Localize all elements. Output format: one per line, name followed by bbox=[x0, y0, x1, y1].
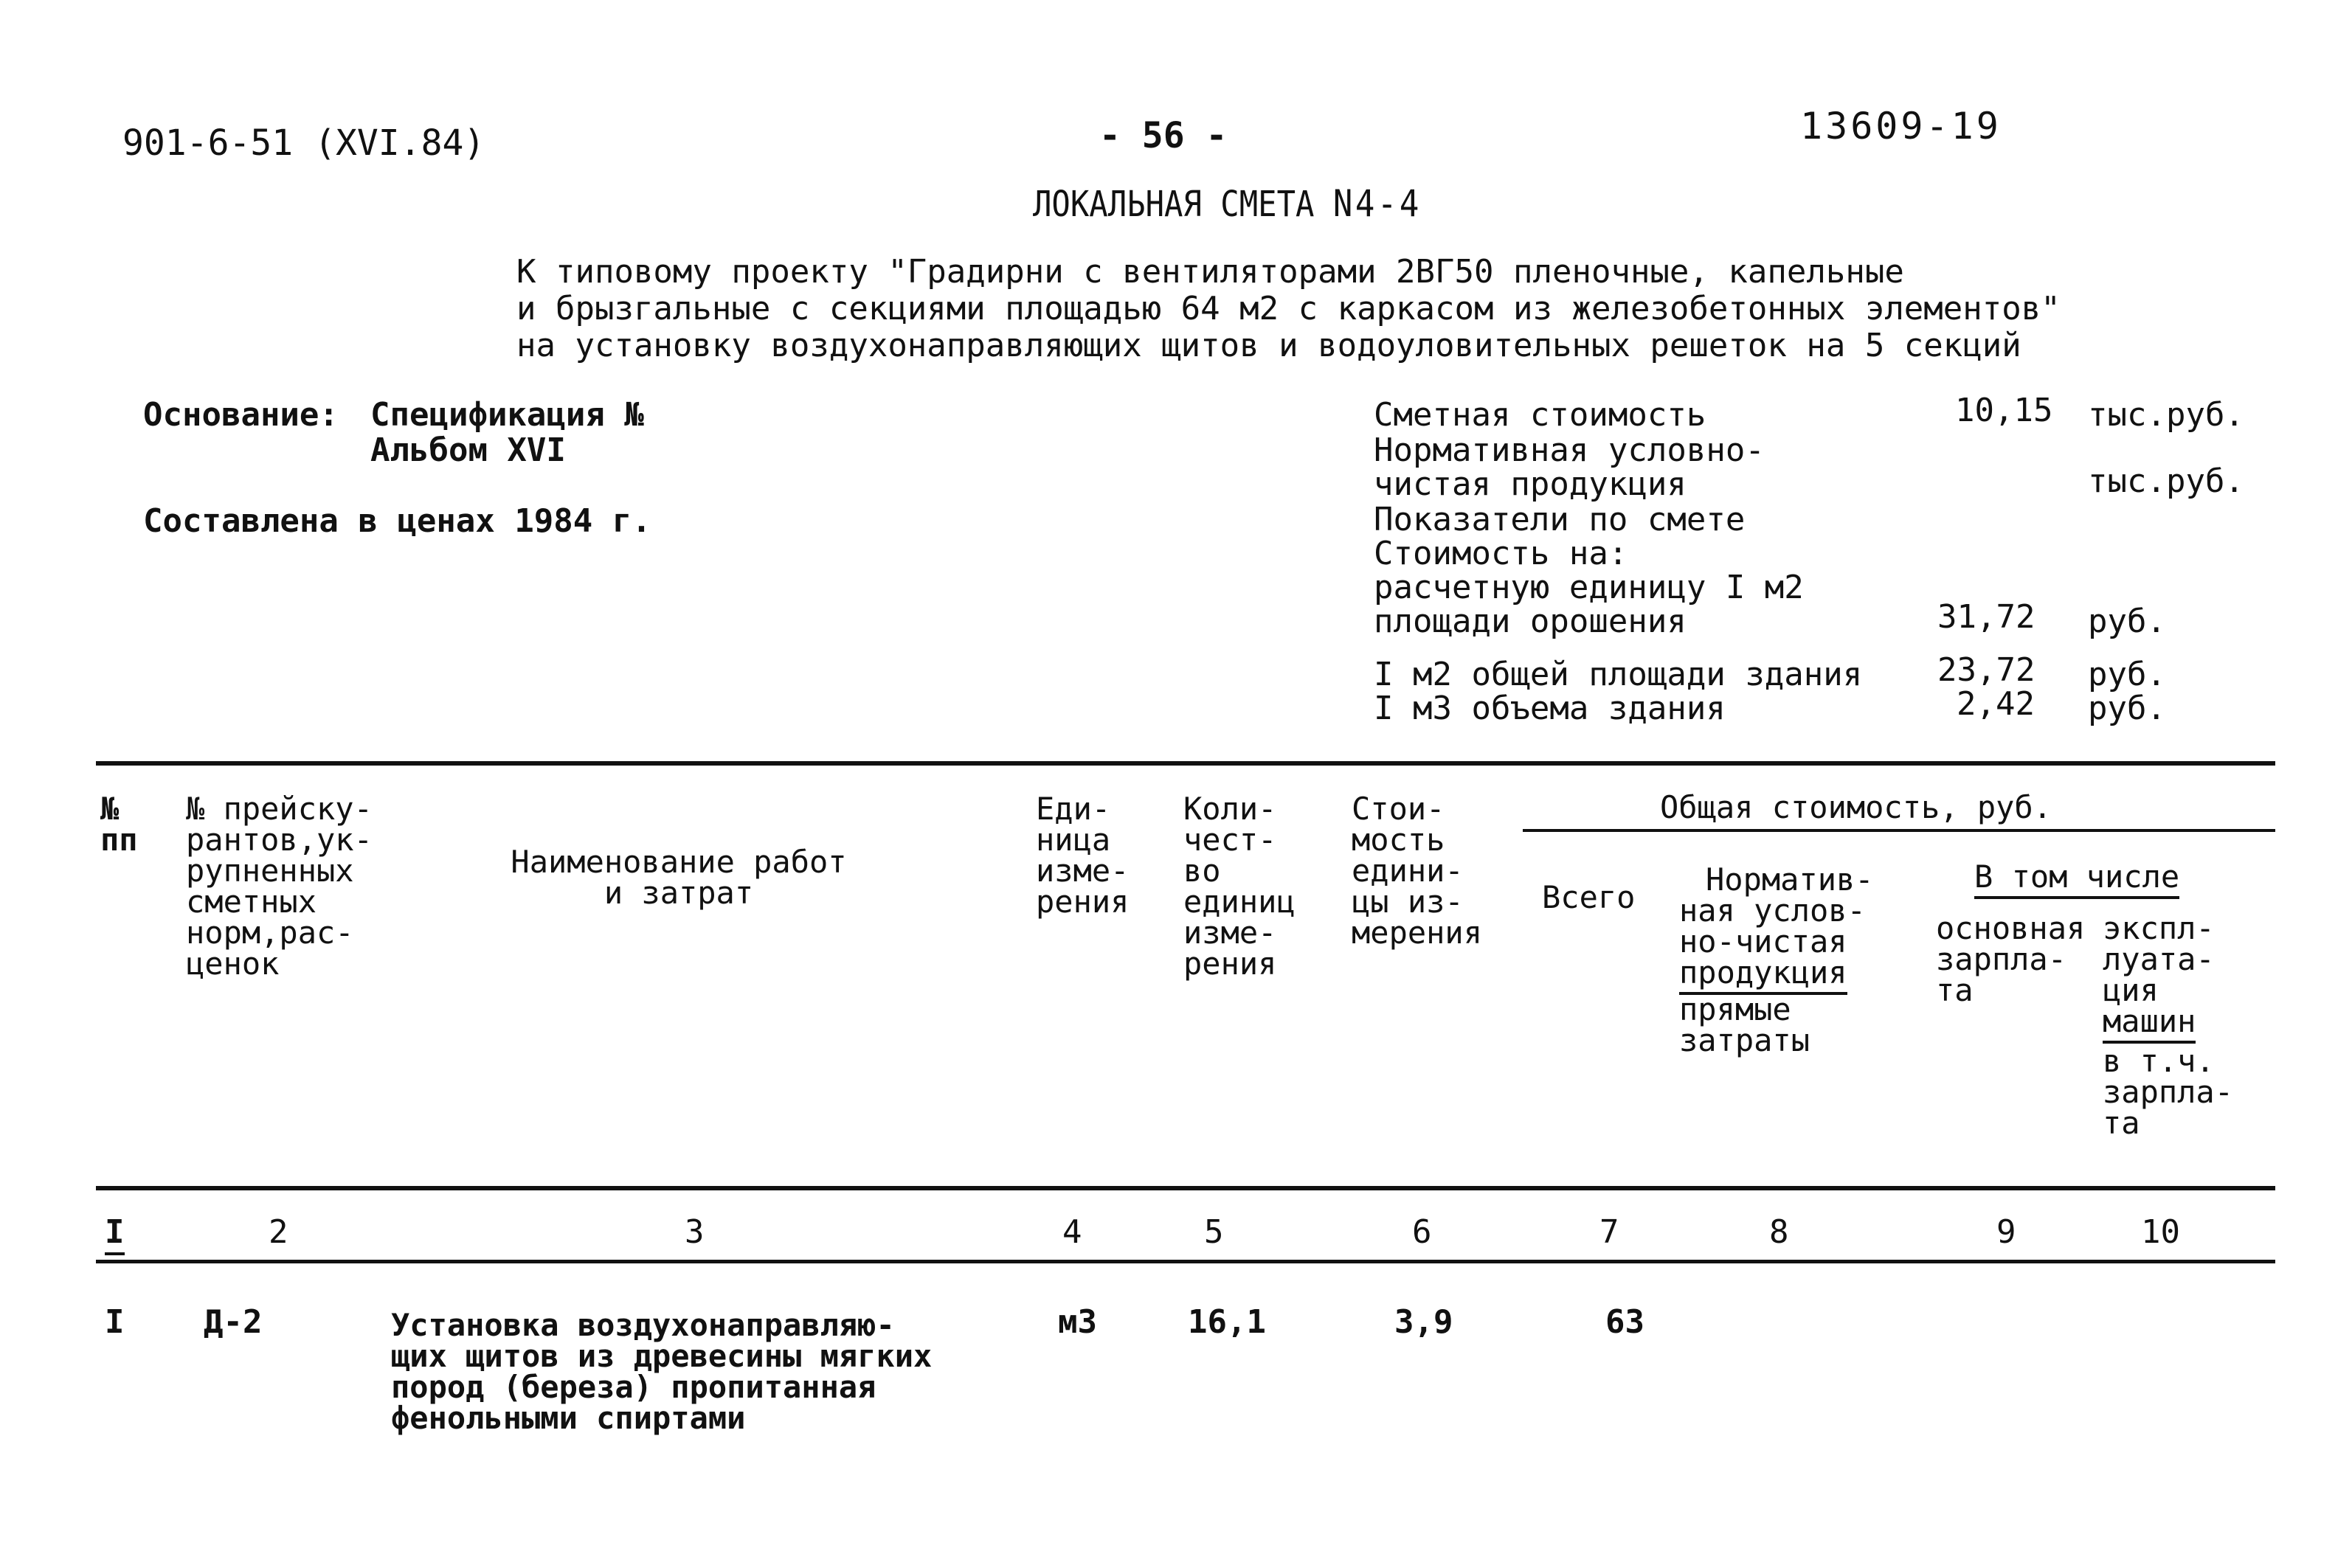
row-unit: м3 bbox=[1058, 1303, 1097, 1341]
header-col-7: Всего bbox=[1542, 879, 1636, 915]
header-col-1: № пп bbox=[100, 791, 138, 858]
intro-line-2: и брызгальные с секциями площадью 64 м2 с каркасом из железобетонных элементов" bbox=[516, 290, 2061, 327]
header-col-10: экспл- луата- ция машин в т.ч. зарпла- та bbox=[2103, 910, 2234, 1141]
indicators-label: Показатели по смете bbox=[1374, 501, 1746, 538]
table-top-rule bbox=[96, 761, 2275, 766]
total-group-header: Общая стоимость, руб. bbox=[1660, 789, 2052, 825]
estimated-cost-value: 10,15 bbox=[1955, 392, 2053, 429]
column-number-3: 3 bbox=[685, 1213, 705, 1251]
volume-value: 2,42 bbox=[1957, 685, 2035, 723]
unit-value: 31,72 bbox=[1937, 598, 2035, 636]
unit-unit: руб. bbox=[2088, 603, 2166, 640]
header-col-8: Норматив- ная услов- но-чистая продукция прямые затраты bbox=[1679, 861, 1874, 1058]
intro-line-3: на установку воздухонаправляющих щитов и водоуловительных решеток на 5 секций bbox=[516, 327, 2021, 364]
total-group-rule bbox=[1523, 829, 2275, 832]
basis-label: Основание: bbox=[143, 396, 339, 434]
unit-line-1: расчетную единицу I м2 bbox=[1374, 569, 1804, 606]
cost-for-label: Стоимость на: bbox=[1374, 535, 1628, 572]
estimated-cost-unit: тыс.руб. bbox=[2088, 396, 2244, 434]
column-number-8: 8 bbox=[1769, 1213, 1789, 1251]
row-unit-price: 3,9 bbox=[1394, 1303, 1453, 1341]
column-number-6: 6 bbox=[1412, 1213, 1432, 1251]
norm-label-1: Нормативная условно- bbox=[1374, 431, 1765, 469]
area-value: 23,72 bbox=[1937, 651, 2035, 689]
document-code: 901-6-51 (XVI.84) bbox=[122, 122, 485, 164]
estimated-cost-label: Сметная стоимость bbox=[1374, 396, 1706, 434]
row-code: Д-2 bbox=[204, 1303, 263, 1341]
unit-line-2: площади орошения bbox=[1374, 603, 1687, 640]
header-col-3: Наименование работ и затрат bbox=[511, 844, 847, 911]
document-title bbox=[1033, 184, 1422, 223]
row-name: Установка воздухонаправляю- щих щитов из древесины мягких пород (береза) пропитанная фенольными спиртами bbox=[391, 1307, 933, 1436]
volume-unit: руб. bbox=[2088, 690, 2166, 727]
basis-line-1: Спецификация № bbox=[370, 396, 644, 434]
header-bottom-rule bbox=[96, 1186, 2275, 1190]
row-quantity: 16,1 bbox=[1188, 1303, 1266, 1341]
header-col-2: № прейску- рантов,ук- рупненных сметных норм,рас- ценок bbox=[186, 791, 373, 982]
column-number-5: 5 bbox=[1204, 1213, 1224, 1251]
header-col-9: основная зарпла- та bbox=[1936, 910, 2086, 1008]
header-col-5: Коли- чест- во единиц изме- рения bbox=[1183, 791, 1296, 982]
column-number-7: 7 bbox=[1599, 1213, 1619, 1251]
row-number: I bbox=[105, 1303, 125, 1341]
intro-line-1: К типовому проекту "Градирни с вентиляторами 2ВГ50 пленочные, капельные bbox=[516, 253, 1904, 291]
column-number-2: 2 bbox=[269, 1213, 288, 1251]
column-number-9: 9 bbox=[1996, 1213, 2016, 1251]
norm-label-2: чистая продукция bbox=[1374, 465, 1687, 503]
incl-group-header: В том числе bbox=[1974, 861, 2179, 892]
area-label: I м2 общей площади здания bbox=[1374, 656, 1863, 693]
numbers-bottom-rule bbox=[96, 1260, 2275, 1263]
volume-label: I м3 объема здания bbox=[1374, 690, 1726, 727]
column-number-10: 10 bbox=[2141, 1213, 2180, 1251]
header-col-4: Еди- ница изме- рения bbox=[1036, 791, 1130, 920]
page-number: - 56 - bbox=[1099, 115, 1228, 156]
title-number: N4-4 bbox=[1332, 182, 1422, 225]
column-number-1: I bbox=[105, 1215, 125, 1249]
handwritten-number: 13609-19 bbox=[1800, 105, 2002, 148]
area-unit: руб. bbox=[2088, 656, 2166, 693]
title-text: ЛОКАЛЬНАЯ СМЕТА bbox=[1033, 184, 1315, 225]
prices-year: Составлена в ценах 1984 г. bbox=[143, 502, 651, 540]
norm-unit: тыс.руб. bbox=[2088, 462, 2244, 500]
basis-line-2: Альбом XVI bbox=[370, 431, 566, 469]
header-col-6: Стои- мость едини- цы из- мерения bbox=[1352, 791, 1483, 951]
column-number-4: 4 bbox=[1062, 1213, 1082, 1251]
row-total: 63 bbox=[1605, 1303, 1644, 1341]
